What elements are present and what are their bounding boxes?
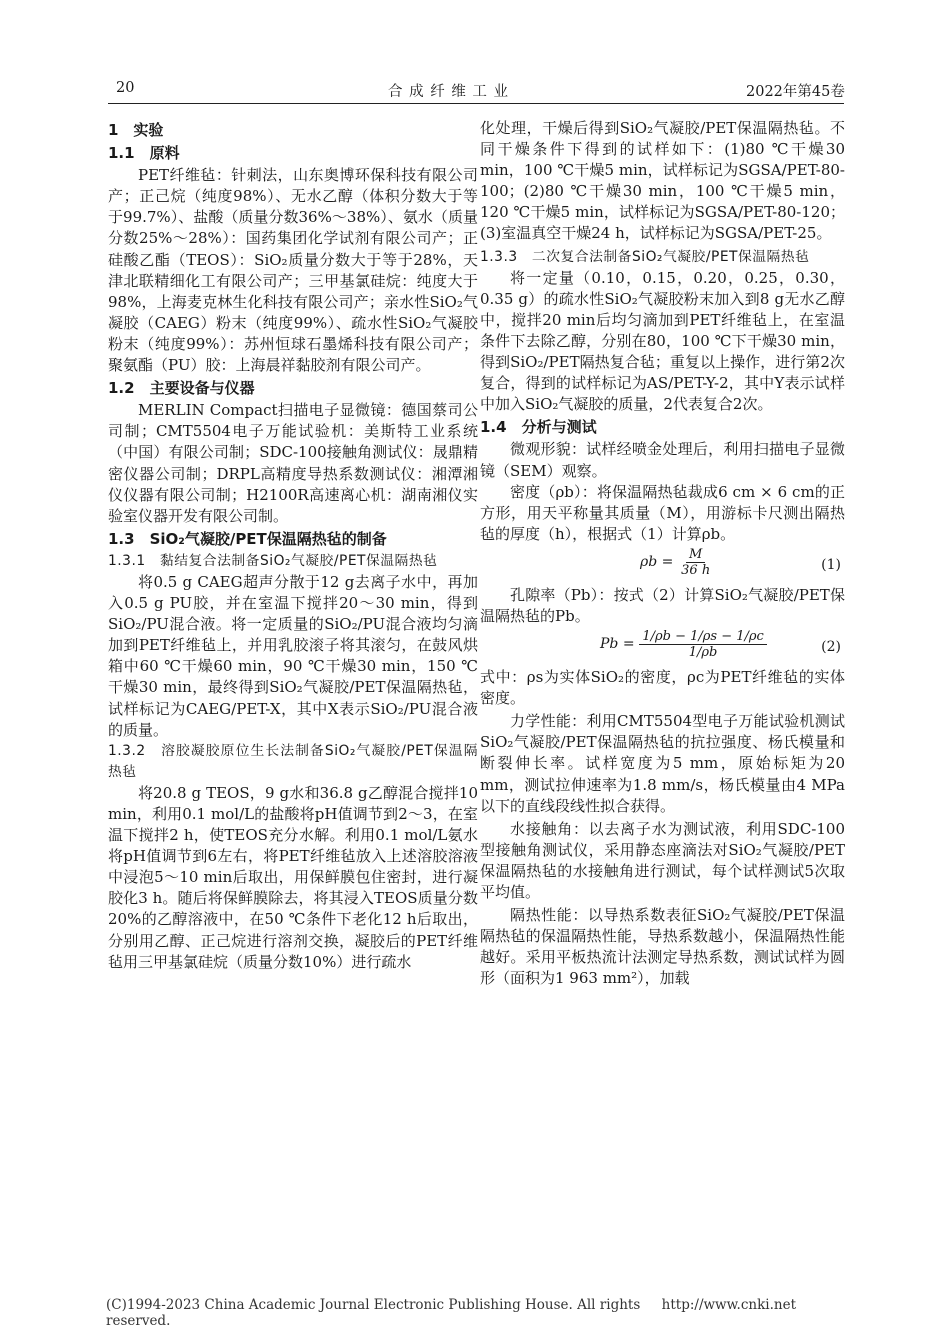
header-rule	[108, 103, 844, 104]
equation-2-number: (2)	[821, 639, 841, 656]
copyright-notice: (C)1994-2023 China Academic Journal Electronic Publishing House. All rights reserved.	[106, 1297, 641, 1329]
equation-1-lhs: ρb =	[640, 553, 674, 570]
bonding-method-paragraph: 将0.5 g CAEG超声分散于12 g去离子水中，再加入0.5 g PU胶，并在室温下搅拌20～30 min，得到SiO₂/PU混合液。将一定质量的SiO₂/PU混合液均匀滴加到PET纤维毡上，并用乳胶滚子将其滚匀，在鼓风烘箱中60 ℃干燥60 min，90 ℃干燥30 min，150 ℃干燥30 min，最终得到SiO₂气凝胶/PET保温隔热毡，试样标记为CAEG/PET-X，其中X表示SiO₂/PU混合液的质量。	[108, 572, 478, 739]
section-1-4-heading: 1.4 分析与测试	[480, 418, 597, 437]
secondary-composite-paragraph: 将一定量（0.10，0.15，0.20，0.25，0.30，0.35 g）的疏水性SiO₂气凝胶粉末加入到8 g无水乙醇中，搅拌20 min后均匀滴加到PET纤维毡上，在室温条件下去除乙醇，分别在80，100 ℃下干燥30 min，得到SiO₂/PET隔热复合毡；重复以上操作，进行第2次复合，得到的试样标记为AS/PET-Y-2，其中Y表示试样中加入SiO₂气凝胶的质量，2代表复合2次。	[480, 268, 845, 414]
materials-paragraph: PET纤维毡：针刺法，山东奥博环保科技有限公司产；正己烷（纯度98%）、无水乙醇（体积分数大于等于99.7%）、盐酸（质量分数36%～38%）、氨水（质量分数25%～28%）：国药集团化学试剂有限公司产；正硅酸乙酯（TEOS）：SiO₂质量分数大于等于28%，天津北联精细化工有限公司产；三甲基氯硅烷：纯度大于98%，上海麦克林生化科技有限公司产；亲水性SiO₂气凝胶（CAEG）粉末（纯度99%）、疏水性SiO₂气凝胶粉末（纯度99%）：苏州恒球石墨烯科技有限公司产；聚氨酯（PU）胶：上海晨祥黏胶剂有限公司产。	[108, 166, 478, 375]
volume-label: 2022年第45卷	[746, 84, 845, 100]
section-1-3-1-heading: 1.3.1 黏结复合法制备SiO₂气凝胶/PET保温隔热毡	[108, 552, 438, 569]
section-1-1-heading: 1.1 原料	[108, 144, 180, 163]
equation-1-numerator: M	[686, 547, 705, 563]
footer	[106, 1297, 796, 1329]
right-column	[480, 118, 845, 989]
left-column	[108, 118, 478, 973]
mechanical-paragraph: 力学性能：利用CMT5504型电子万能试验机测试SiO₂气凝胶/PET保温隔热毡的抗拉强度、杨氏模量和断裂伸长率。试样宽度为5 mm，原始标矩为20 mm，测试拉伸速率为1.8 mm/s，杨氏模量由4 MPa以下的直线段线性拟合获得。	[480, 712, 845, 815]
contact-angle-paragraph: 水接触角：以去离子水为测试液，利用SDC-100型接触角测试仪，采用静态座滴法对SiO₂气凝胶/PET保温隔热毡的水接触角进行测试，每个试样测试5次取平均值。	[480, 819, 845, 901]
cnki-url[interactable]: http://www.cnki.net	[661, 1297, 796, 1313]
equation-1-fraction	[678, 547, 713, 578]
sol-gel-method-paragraph: 将20.8 g TEOS，9 g水和36.8 g乙醇混合搅拌10 min，利用0.1 mol/L的盐酸将pH值调节到2～3，在室温下搅拌2 h，使TEOS充分水解。利用0.1 mol/L氨水将pH值调节到6左右，将PET纤维毡放入上述溶胶溶液中浸泡5～10 min后取出，用保鲜膜包住密封，进行凝胶化3 h。随后将保鲜膜除去，将其浸入TEOS质量分数20%的乙醇溶液中，在50 ℃条件下老化12 h后取出，分别用乙醇、正己烷进行溶剂交换，凝胶后的PET纤维毡用三甲基氯硅烷（质量分数10%）进行疏水	[108, 783, 478, 971]
density-paragraph: 密度（ρb）：将保温隔热毡裁成6 cm × 6 cm的正方形，用天平称量其质量（M），用游标卡尺测出隔热毡的厚度（h），根据式（1）计算ρb。	[480, 482, 845, 543]
equation-2-numerator: 1/ρb − 1/ρs − 1/ρc	[639, 629, 766, 645]
equation-1	[480, 545, 845, 585]
equation-2-lhs: Pb =	[600, 636, 635, 653]
where-paragraph: 式中：ρs为实体SiO₂的密度，ρc为PET纤维毡的实体密度。	[480, 668, 845, 708]
equipment-paragraph: MERLIN Compact扫描电子显微镜：德国蔡司公司制；CMT5504电子万能试验机：美斯特工业系统（中国）有限公司制；SDC-100接触角测试仪：晟鼎精密仪器公司制；DRPL高精度导热系数测试仪：湘潭湘仪仪器有限公司制；H2100R高速离心机：湖南湘仪实验室仪器开发有限公司制。	[108, 401, 478, 525]
section-1-2-heading: 1.2 主要设备与仪器	[108, 379, 255, 398]
section-1-3-2-heading: 1.3.2 溶胶凝胶原位生长法制备SiO₂气凝胶/PET保温隔热毡	[108, 742, 478, 780]
equation-2-fraction	[639, 629, 766, 660]
equation-1-number: (1)	[821, 556, 841, 573]
section-1-3-heading: 1.3 SiO₂气凝胶/PET保温隔热毡的制备	[108, 529, 387, 548]
thermal-paragraph: 隔热性能：以导热系数表征SiO₂气凝胶/PET保温隔热毡的保温隔热性能，导热系数越小，保温隔热性能越好。采用平板热流计法测定导热系数，测试试样为圆形（面积为1 963 mm²），加载	[480, 906, 845, 988]
equation-2	[480, 627, 845, 667]
journal-title: 合 成 纤 维 工 业	[388, 84, 510, 100]
porosity-paragraph: 孔隙率（Pb）：按式（2）计算SiO₂气凝胶/PET保温隔热毡的Pb。	[480, 585, 845, 625]
equation-1-denominator: 36 h	[681, 562, 711, 578]
equation-2-denominator: 1/ρb	[688, 645, 718, 661]
sol-gel-continued-paragraph: 化处理，干燥后得到SiO₂气凝胶/PET保温隔热毡。不同干燥条件下得到的试样如下：(1)80 ℃干燥30 min，100 ℃干燥5 min，试样标记为SGSA/PET-80-100；(2)80 ℃干燥30 min，100 ℃干燥5 min，120 ℃干燥5 min，试样标记为SGSA/PET-80-120；(3)室温真空干燥24 h，试样标记为SGSA/PET-25。	[480, 119, 845, 243]
page-number: 20	[116, 80, 135, 96]
sem-paragraph: 微观形貌：试样经喷金处理后，利用扫描电子显微镜（SEM）观察。	[480, 440, 845, 480]
section-1-heading: 1 实验	[108, 121, 164, 139]
section-1-3-3-heading: 1.3.3 二次复合法制备SiO₂气凝胶/PET保温隔热毡	[480, 248, 810, 265]
